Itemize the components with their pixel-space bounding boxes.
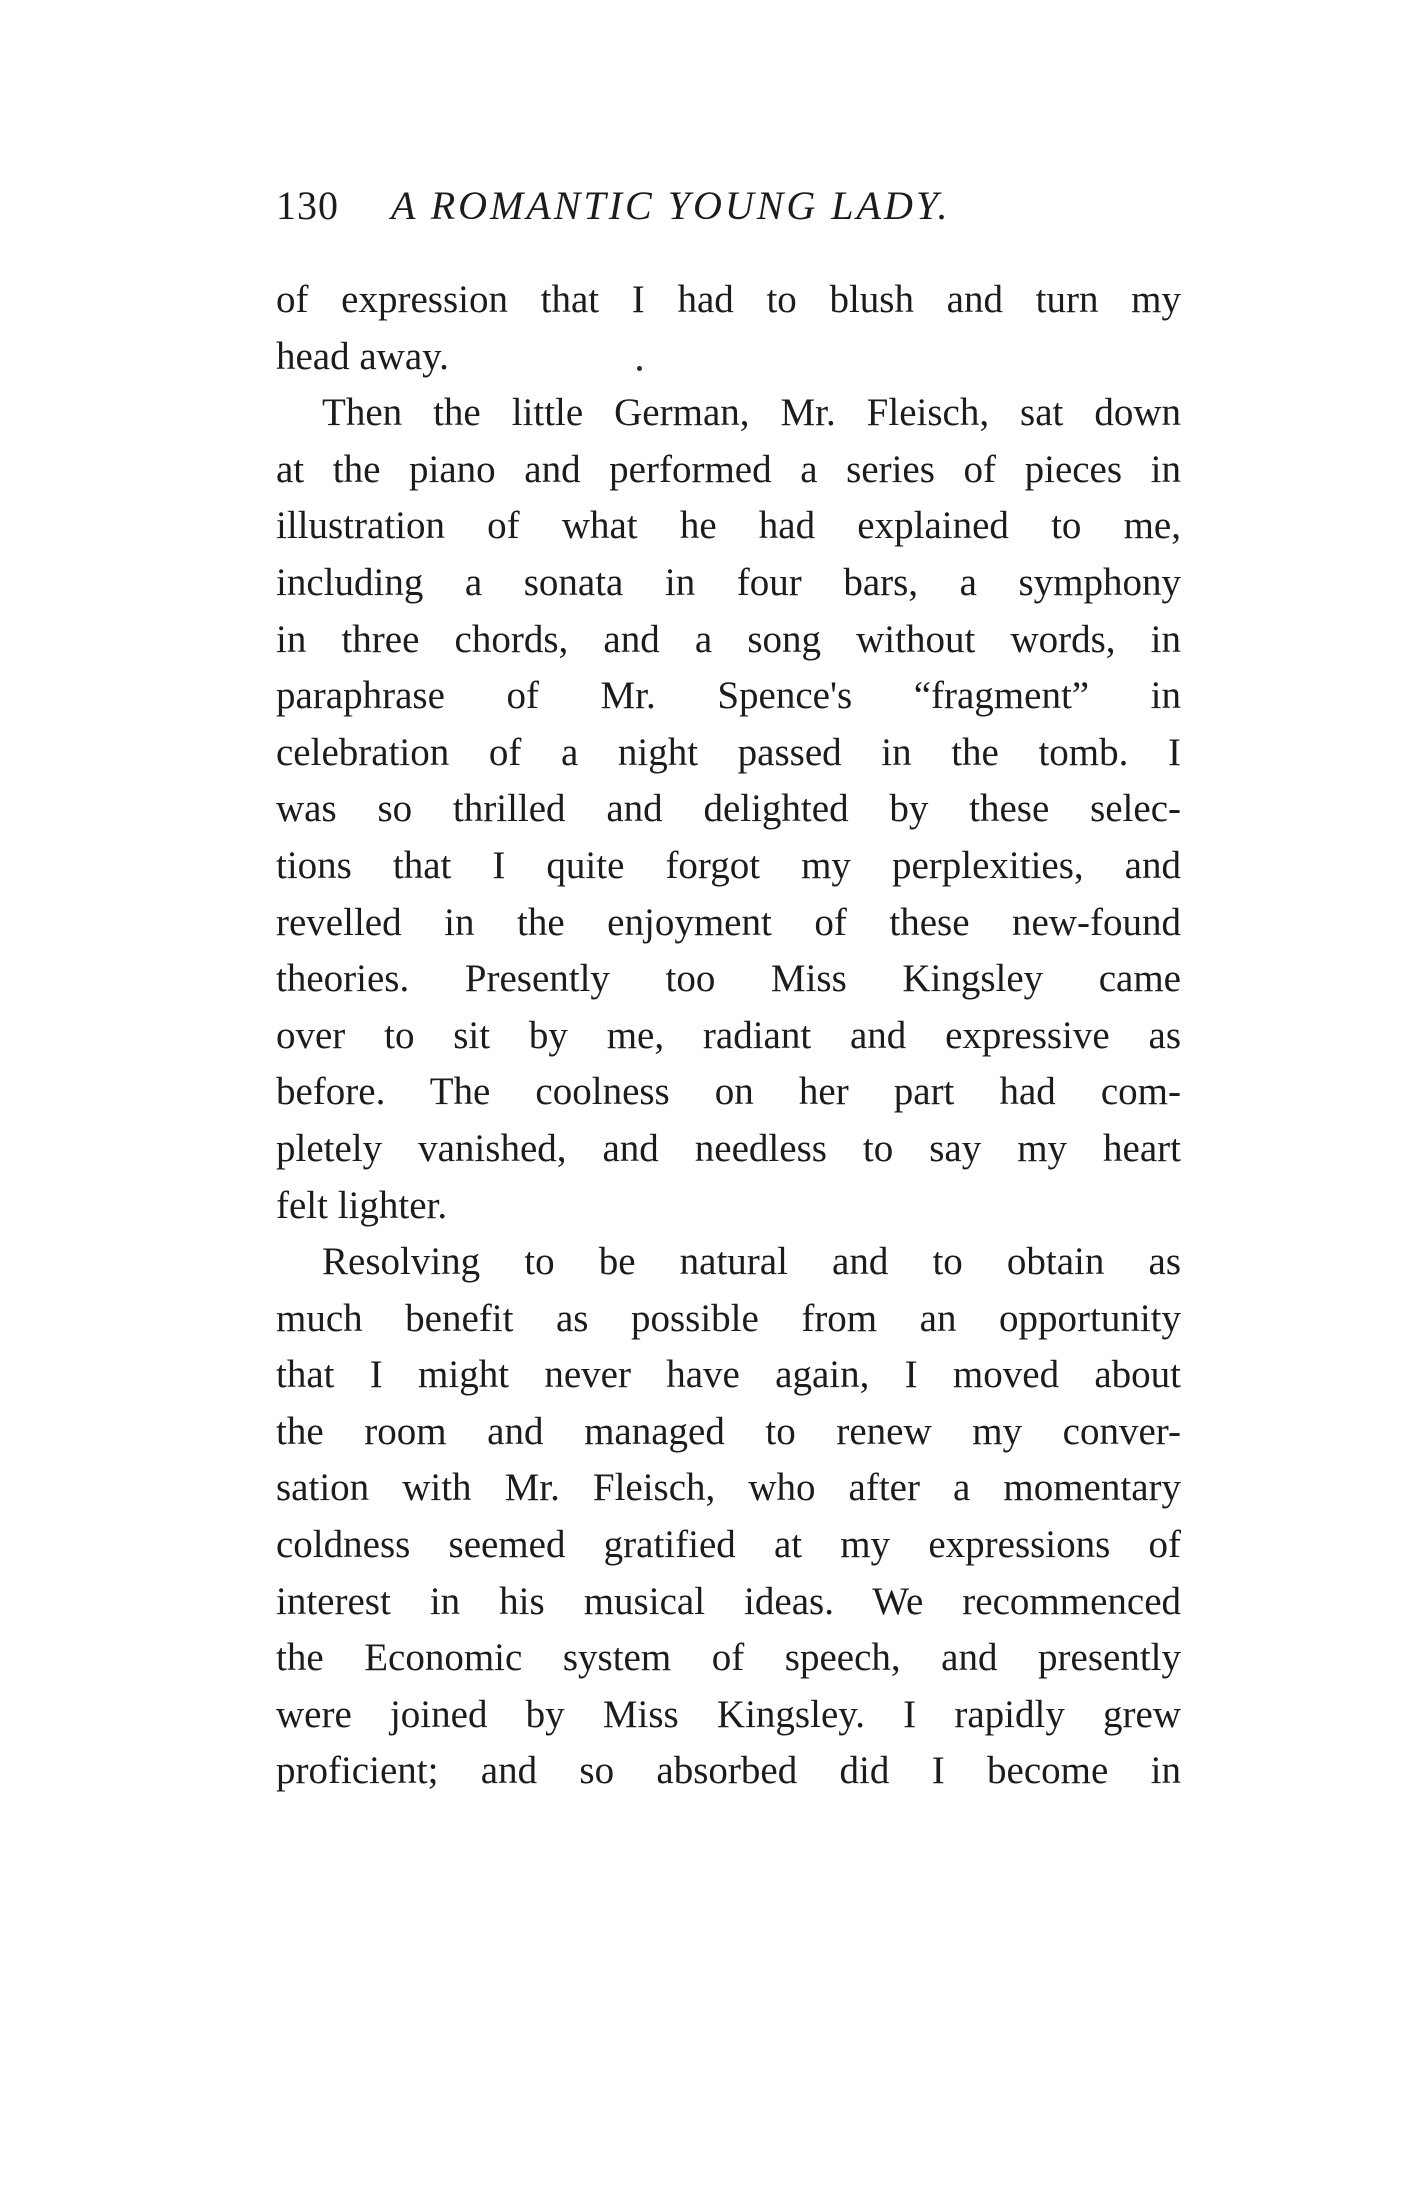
text-line: felt lighter.	[276, 1183, 448, 1227]
text-line: at the piano and performed a series of pieces in	[276, 447, 1181, 491]
text-line: the room and managed to renew my conver-	[276, 1409, 1181, 1453]
text-line: coldness seemed gratified at my expressions of	[276, 1523, 1181, 1567]
text-line: sation with Mr. Fleisch, who after a momentary	[276, 1466, 1181, 1510]
text-line: interest in his musical ideas. We recommenced	[276, 1579, 1181, 1623]
text-line: including a sonata in four bars, a symphony	[276, 560, 1181, 604]
text-line: theories. Presently too Miss Kingsley came	[276, 957, 1181, 1001]
text-line: that I might never have again, I moved about	[276, 1353, 1181, 1397]
text-line: much benefit as possible from an opportunity	[276, 1296, 1181, 1340]
text-line: pletely vanished, and needless to say my heart	[276, 1126, 1181, 1170]
text-line: head away.	[276, 334, 449, 378]
text-line: before. The coolness on her part had com-	[276, 1070, 1181, 1114]
text-line: celebration of a night passed in the tomb. I	[276, 730, 1181, 774]
text-line: in three chords, and a song without words, in	[276, 617, 1181, 661]
running-head	[276, 176, 1176, 236]
text-line: revelled in the enjoyment of these new-found	[276, 900, 1181, 944]
text-line: proficient; and so absorbed did I become in	[276, 1749, 1181, 1793]
text-line: was so thrilled and delighted by these selec-	[276, 787, 1181, 831]
paragraph-first-line: Resolving to be natural and to obtain as	[322, 1240, 1181, 1284]
page-number: 130	[276, 183, 339, 228]
text-line: paraphrase of Mr. Spence's “fragment” in	[276, 674, 1181, 718]
text-line: over to sit by me, radiant and expressive as	[276, 1013, 1181, 1057]
running-title: A ROMANTIC YOUNG LADY.	[391, 183, 951, 228]
text-line: tions that I quite forgot my perplexities, and	[276, 843, 1181, 887]
ink-speck	[637, 366, 642, 371]
text-line: illustration of what he had explained to me,	[276, 504, 1181, 548]
body-text	[276, 272, 1181, 1800]
text-line: were joined by Miss Kingsley. I rapidly grew	[276, 1692, 1181, 1736]
text-line: of expression that I had to blush and turn my	[276, 278, 1181, 321]
text-line: the Economic system of speech, and presently	[276, 1636, 1181, 1680]
paragraph-first-line: Then the little German, Mr. Fleisch, sat down	[322, 391, 1181, 435]
